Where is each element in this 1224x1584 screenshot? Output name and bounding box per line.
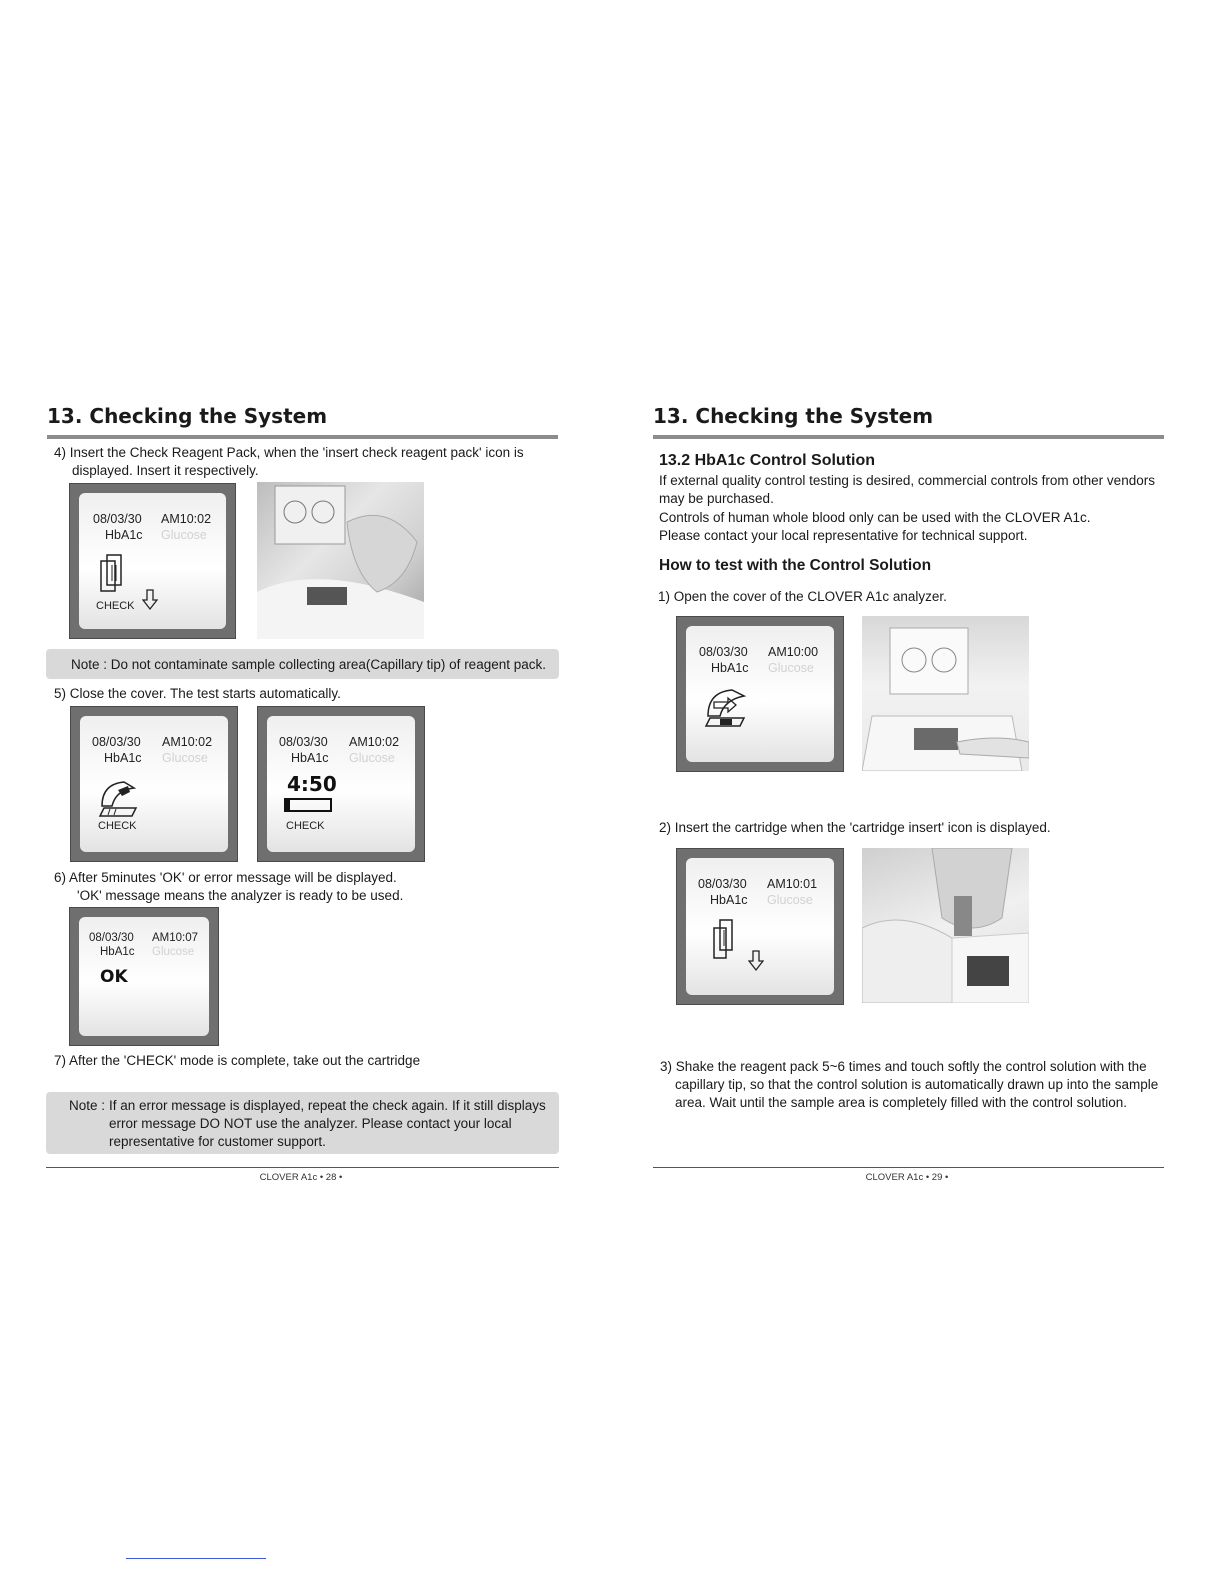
step7-text: 7) After the 'CHECK' mode is complete, take out the cartridge [54,1053,421,1068]
screen-date: 08/03/30 [698,877,747,891]
screen-check-label: CHECK [286,820,325,832]
left-title-rule [47,435,558,439]
subsection-title: How to test with the Control Solution [659,557,932,574]
screen-mode-glucose: Glucose [162,751,208,765]
step2-text: 2) Insert the cartridge when the 'cartridge insert' icon is displayed. [659,820,1051,835]
para-line3: Controls of human whole blood only can be used with the CLOVER A1c. [659,510,1091,525]
arrow-down-icon [748,950,764,972]
step3-line3: area. Wait until the sample area is completely filled with the control solution. [675,1095,1127,1110]
screen-time: AM10:02 [162,735,213,749]
open-cover-icon [704,686,750,728]
step3-line2: capillary tip, so that the control solution is automatically drawn up into the sample [675,1077,1159,1092]
step6-line1: 6) After 5minutes 'OK' or error message will be displayed. [54,870,397,885]
screen-mode-glucose: Glucose [161,528,207,542]
right-footer-rule [653,1167,1164,1168]
photo-insert-check-pack [257,482,424,639]
screen-time: AM10:07 [152,932,199,944]
screen-time: AM10:02 [161,512,212,526]
screen-result-ok: OK [100,967,128,987]
lcd-screen-cartridge-insert [676,848,844,1005]
screen-mode: HbA1c [105,528,143,542]
screen-mode: HbA1c [104,751,142,765]
screen-mode: HbA1c [291,751,329,765]
screen-check-label: CHECK [96,600,135,612]
blue-underline [126,1558,266,1559]
screen-mode: HbA1c [100,946,135,958]
step4-line2: displayed. Insert it respectively. [72,463,259,478]
check-pack-icon [95,551,129,595]
screen-mode: HbA1c [711,661,749,675]
step1-text: 1) Open the cover of the CLOVER A1c analyzer. [658,589,947,604]
lcd-screen-countdown [257,706,425,862]
screen-mode-glucose: Glucose [152,946,195,958]
note-2-line2: error message DO NOT use the analyzer. Please contact your local [109,1116,512,1131]
screen-time: AM10:02 [349,735,400,749]
para-line2: may be purchased. [659,491,774,506]
lcd-screen-open-cover [676,616,844,772]
step6-line2: 'OK' message means the analyzer is ready to be used. [77,888,404,903]
screen-mode: HbA1c [710,893,748,907]
note-2-line3: representative for customer support. [109,1134,326,1149]
photo-insert-cartridge [862,848,1029,1003]
left-page-title: 13. Checking the System [47,404,328,428]
progress-bar-fill [286,800,290,810]
para-line4: Please contact your local representative for technical support. [659,528,1028,543]
lcd-screen-ok [69,907,219,1046]
screen-date: 08/03/30 [93,512,142,526]
progress-bar [284,798,332,812]
lcd-screen-close-cover [70,706,238,862]
para-line1: If external quality control testing is desired, commercial controls from other vendors [659,473,1155,488]
screen-date: 08/03/30 [699,645,748,659]
screen-date: 08/03/30 [89,932,134,944]
left-footer: CLOVER A1c • 28 • [259,1172,343,1183]
countdown-timer: 4:50 [287,772,337,796]
close-cover-icon [98,776,144,818]
cartridge-icon [710,916,740,962]
step5-text: 5) Close the cover. The test starts automatically. [54,686,341,701]
note-2-prefix: Note : [69,1098,106,1113]
screen-mode-glucose: Glucose [768,661,814,675]
step4-line1: 4) Insert the Check Reagent Pack, when the 'insert check reagent pack' icon is [54,445,524,460]
left-footer-rule [46,1167,559,1168]
section-title: 13.2 HbA1c Control Solution [659,452,876,469]
right-footer: CLOVER A1c • 29 • [865,1172,949,1183]
lcd-screen-insert-check-pack [69,483,236,639]
note-2-line1: If an error message is displayed, repeat the check again. If it still displays [109,1098,546,1113]
right-page-title: 13. Checking the System [653,404,934,428]
note-1-text: Note : Do not contaminate sample collecting area(Capillary tip) of reagent pack. [71,657,546,672]
screen-time: AM10:01 [767,877,818,891]
right-title-rule [653,435,1164,439]
arrow-down-icon [142,589,158,611]
screen-date: 08/03/30 [279,735,328,749]
screen-time: AM10:00 [768,645,819,659]
screen-date: 08/03/30 [92,735,141,749]
screen-mode-glucose: Glucose [767,893,813,907]
step3-line1: 3) Shake the reagent pack 5~6 times and touch softly the control solution with the [660,1059,1147,1074]
photo-open-cover [862,616,1029,771]
screen-check-label: CHECK [98,820,137,832]
screen-mode-glucose: Glucose [349,751,395,765]
